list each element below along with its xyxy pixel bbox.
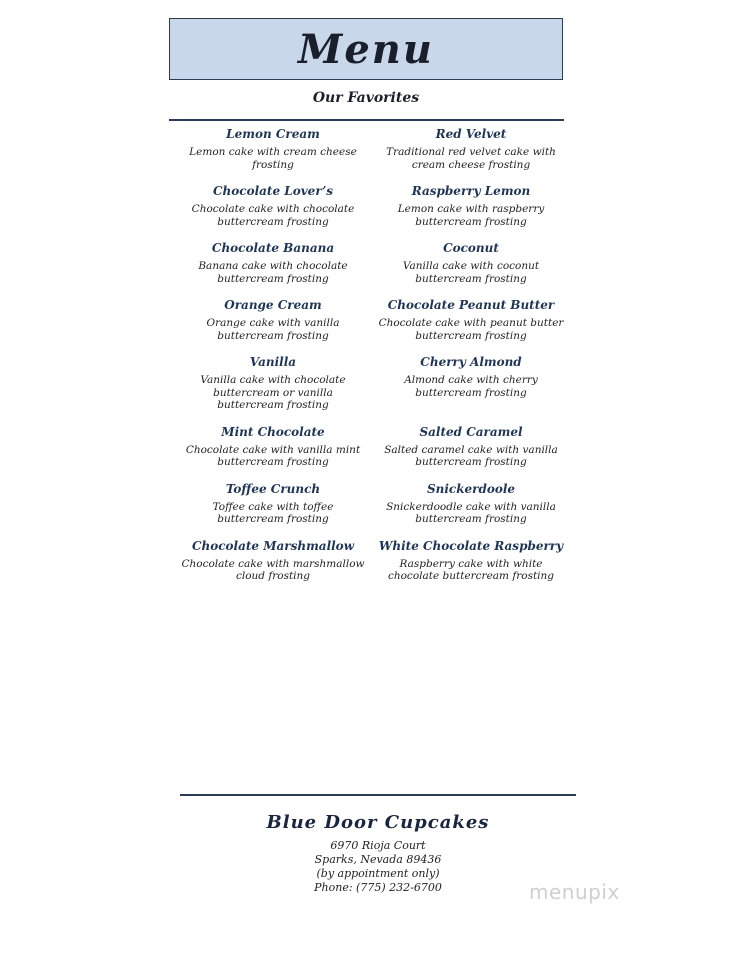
city-line: Sparks, Nevada 89436 [314,853,442,866]
menu-item-name: Snickerdoole [426,481,516,496]
menu-item-description: Almond cake with cherry buttercream frosting [404,374,538,399]
menu-item-description: Raspberry cake with white chocolate buttercream frosting [387,557,555,582]
menu-item-description: Lemon cake with cream cheese frosting [189,146,357,171]
menu-item [373,298,569,342]
menu-item-name: Chocolate Lover’s [212,184,334,198]
menu-item [175,298,371,342]
phone-line: Phone: (775) 232-6700 [314,881,442,894]
menu-item [175,241,371,285]
menu-item [373,355,569,412]
menu-item [373,425,569,469]
menu-item-description: Toffee cake with toffee buttercream frosting [212,500,334,525]
top-divider [169,119,564,121]
menupix-watermark: menupix [529,880,620,904]
menu-item-name: Vanilla [249,355,297,369]
menu-item-description: Vanilla cake with chocolate buttercream or vanilla buttercream frosting [200,374,346,411]
shop-name: Blue Door Cupcakes [266,812,490,833]
menu-item-name: Red Velvet [435,127,507,141]
menu-item-name: White Chocolate Raspberry [378,538,564,553]
menu-item-name: Raspberry Lemon [411,184,531,198]
menu-item [175,184,371,228]
menu-item-description: Vanilla cake with coconut buttercream frosting [402,260,540,285]
menu-item [373,127,569,171]
menu-item-description: Chocolate cake with marshmallow cloud frosting [181,557,365,582]
menu-item-name: Cherry Almond [420,355,522,369]
menu-item-description: Salted caramel cake with vanilla buttercream frosting [384,443,558,468]
menu-item-name: Salted Caramel [419,424,523,439]
menu-item [373,241,569,285]
menu-item-description: Snickerdoodle cake with vanilla buttercream frosting [386,500,556,525]
menu-item [373,184,569,228]
menu-item [175,127,371,171]
menu-item [175,355,371,412]
menu-item [175,482,371,526]
menu-items-grid [175,127,565,596]
menu-item-name: Chocolate Banana [211,241,335,255]
menu-item-description: Banana cake with chocolate buttercream frosting [198,260,348,285]
menu-item-name: Mint Chocolate [221,424,325,439]
bottom-divider [180,794,576,796]
address-line: 6970 Rioja Court [330,839,426,852]
menu-item-description: Traditional red velvet cake with cream cheese frosting [386,146,556,171]
menu-item-description: Orange cake with vanilla buttercream frosting [206,317,340,342]
menu-item-name: Lemon Cream [226,127,320,141]
menu-item [175,425,371,469]
menu-item-description: Chocolate cake with vanilla mint buttercream frosting [185,443,361,468]
menu-item-name: Orange Cream [224,298,322,312]
menu-item-description: Chocolate cake with chocolate buttercream frosting [191,203,355,228]
menu-item-description: Chocolate cake with peanut butter buttercream frosting [378,317,564,342]
menu-item [373,539,569,583]
menu-title: Menu [298,25,434,73]
menu-item-name: Coconut [443,241,499,255]
menu-item-name: Toffee Crunch [225,481,321,496]
appointment-note: (by appointment only) [316,867,440,880]
footer [180,812,576,895]
menu-item-name: Chocolate Peanut Butter [387,298,555,312]
menu-item-description: Lemon cake with raspberry buttercream frosting [397,203,545,228]
menu-item [373,482,569,526]
menu-item-name: Chocolate Marshmallow [191,538,355,553]
menu-title-box [169,18,563,80]
section-subtitle: Our Favorites [312,90,420,106]
menu-item [175,539,371,583]
